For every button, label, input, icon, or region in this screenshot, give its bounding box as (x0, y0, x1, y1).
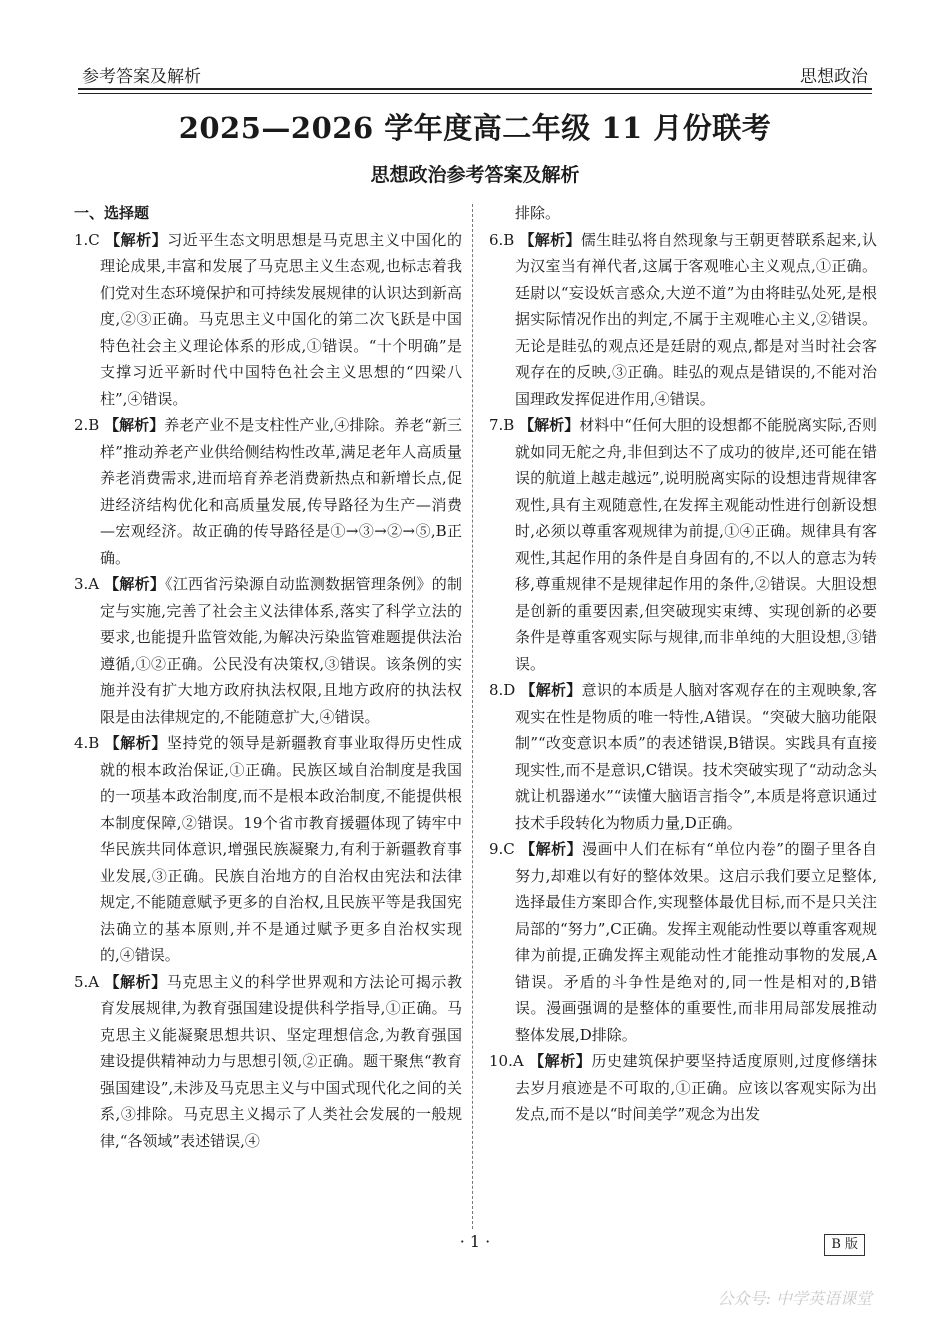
answer-item-4 (74, 730, 462, 969)
answer-number: 4.B (74, 734, 100, 752)
answer-item-9 (489, 836, 877, 1048)
analysis-tag: 【解析】 (104, 416, 165, 434)
answer-item-3 (74, 571, 462, 730)
analysis-tag: 【解析】 (519, 416, 580, 434)
header-rule-thin (78, 93, 872, 94)
analysis-tag: 【解析】 (520, 840, 583, 858)
answer-text: 意识的本质是人脑对客观存在的主观映象,客观实在性是物质的唯一特性,A错误。“突破大脑功能限制”“改变意识本质”的表述错误,B错误。实践具有直接现实性,而不是意识,C错误。技术突破实现了“动动念头就让机器递水”“读懂大脑语言指令”,本质是将意识通过技术手段转化为物质力量,D正确。 (515, 681, 877, 832)
answer-item-5 (74, 969, 462, 1155)
left-column (74, 200, 462, 1154)
answer-item-7 (489, 412, 877, 677)
answer-number: 8.D (489, 681, 516, 699)
watermark: 公众号: 中学英语课堂 (717, 1289, 872, 1308)
answer-item-1 (74, 227, 462, 413)
answer-number: 1.C (74, 230, 100, 249)
answer-number: 9.C (489, 840, 515, 858)
answer-text: 漫画中人们在标有“单位内卷”的圈子里各自努力,却难以有好的整体效果。这启示我们要立足整体,选择最佳方案即合作,实现整体最优目标,而不是只关注局部的“努力”,C正确。发挥主观能动性要以尊重客观规律为前提,正确发挥主观能动性才能推动事物的发展,A错误。矛盾的斗争性是绝对的,同一性是相对的,B错误。漫画强调的是整体的重要性,而非用局部发展推动整体发展,D排除。 (515, 840, 877, 1044)
version-badge: B 版 (824, 1234, 865, 1256)
analysis-tag: 【解析】 (104, 972, 167, 991)
answer-text: 马克思主义的科学世界观和方法论可揭示教育发展规律,为教育强国建设提供科学指导,①正确。马克思主义能凝聚思想共识、坚定理想信念,为教育强国建设提供精神动力与思想引领,②正确。题干聚焦“教育强国建设”,未涉及马克思主义与中国式现代化之间的关系,③排除。马克思主义揭示了人类社会发展的一般规律,“各领域”表述错误,④ (100, 972, 462, 1150)
page-number: · 1 · (459, 1232, 491, 1251)
column-divider (472, 204, 473, 1229)
page-title: 2025—2026 学年度高二年级 11 月份联考 (178, 111, 772, 145)
analysis-tag: 【解析】 (104, 734, 167, 752)
answer-item-6 (489, 227, 877, 413)
header-rule (78, 88, 872, 90)
analysis-tag: 【解析】 (104, 575, 166, 593)
answer-item-2 (74, 412, 462, 571)
answer-number: 7.B (489, 416, 515, 434)
answer-text: 历史建筑保护要坚持适度原则,过度修缮抹去岁月痕迹是不可取的,①正确。应该以客观实际为出发点,而不是以“时间美学”观念为出发 (515, 1052, 877, 1123)
answer-text: 材料中“任何大胆的设想都不能脱离实际,否则就如同无舵之舟,非但到达不了成功的彼岸,还可能在错误的航道上越走越远”,说明脱离实际的设想违背规律客观性,具有主观随意性,在发挥主观能动性进行创新设想时,必须以尊重客观规律为前提,①④正确。规律具有客观性,其起作用的条件是自身固有的,不以人的意志为转移,尊重规律不是规律起作用的条件,②错误。大胆设想是创新的重要因素,但突破现实束缚、实现创新的必要条件是尊重客观实际与规律,而非单纯的大胆设想,③错误。 (515, 416, 877, 673)
answer-number: 6.B (489, 230, 515, 249)
running-header (78, 52, 872, 92)
answer-item-10 (489, 1048, 877, 1128)
answer-item-8 (489, 677, 877, 836)
answer-number: 2.B (74, 416, 100, 434)
answer-text: 坚持党的领导是新疆教育事业取得历史性成就的根本政治保证,①正确。民族区域自治制度是我国的一项基本政治制度,而不是根本政治制度,不能提供根本制度保障,②错误。19个省市教育援疆体现了铸牢中华民族共同体意识,增强民族凝聚力,有利于新疆教育事业发展,③正确。民族自治地方的自治权由宪法和法律规定,不能随意赋予更多的自治权,且民族平等是我国宪法确立的基本原则,并不是通过赋予更多自治权实现的,④错误。 (100, 734, 462, 964)
header-right-label: 思想政治 (800, 67, 868, 87)
section-heading: 一、选择题 (74, 204, 150, 222)
answer-text: 儒生眭弘将自然现象与王朝更替联系起来,认为汉室当有禅代者,这属于客观唯心主义观点,①正确。廷尉以“妄设妖言惑众,大逆不道”为由将眭弘处死,是根据实际情况作出的判定,不属于主观唯心主义,②错误。无论是眭弘的观点还是廷尉的观点,都是对当时社会客观存在的反映,③正确。眭弘的观点是错误的,不能对治国理政发挥促进作用,④错误。 (515, 230, 877, 408)
page-subtitle: 思想政治参考答案及解析 (370, 164, 580, 186)
answer-text: 养老产业不是支柱性产业,④排除。养老“新三样”推动养老产业供给侧结构性改革,满足老年人高质量养老消费需求,进而培育养老消费新热点和新增长点,促进经济结构优化和高质量发展,传导路径为生产—消费—宏观经济。故正确的传导路径是①→③→②→⑤,B正确。 (100, 416, 462, 567)
header-left-label: 参考答案及解析 (82, 67, 201, 87)
answer-number: 5.A (74, 972, 100, 991)
analysis-tag: 【解析】 (105, 230, 168, 249)
answer-text: 习近平生态文明思想是马克思主义中国化的理论成果,丰富和发展了马克思主义生态观,也标志着我们党对生态环境保护和可持续发展规律的认识达到新高度,②③正确。马克思主义中国化的第二次飞跃是中国特色社会主义理论体系的形成,①错误。“十个明确”是支撑习近平新时代中国特色社会主义思想的“四梁八柱”,④错误。 (100, 230, 462, 408)
answer-text: 《江西省污染源自动监测数据管理条例》的制定与实施,完善了社会主义法律体系,落实了科学立法的要求,也能提升监管效能,为解决污染监管难题提供法治遵循,①②正确。公民没有决策权,③错误。该条例的实施并没有扩大地方政府执法权限,且地方政府的执法权限是由法律规定的,不能随意扩大,④错误。 (100, 575, 462, 726)
analysis-tag: 【解析】 (519, 230, 581, 249)
answer-item-5-continued: 排除。 (515, 204, 561, 222)
right-column (489, 200, 877, 1128)
answer-number: 3.A (74, 575, 100, 593)
answer-number: 10.A (489, 1052, 524, 1070)
analysis-tag: 【解析】 (529, 1052, 592, 1070)
analysis-tag: 【解析】 (520, 681, 582, 699)
